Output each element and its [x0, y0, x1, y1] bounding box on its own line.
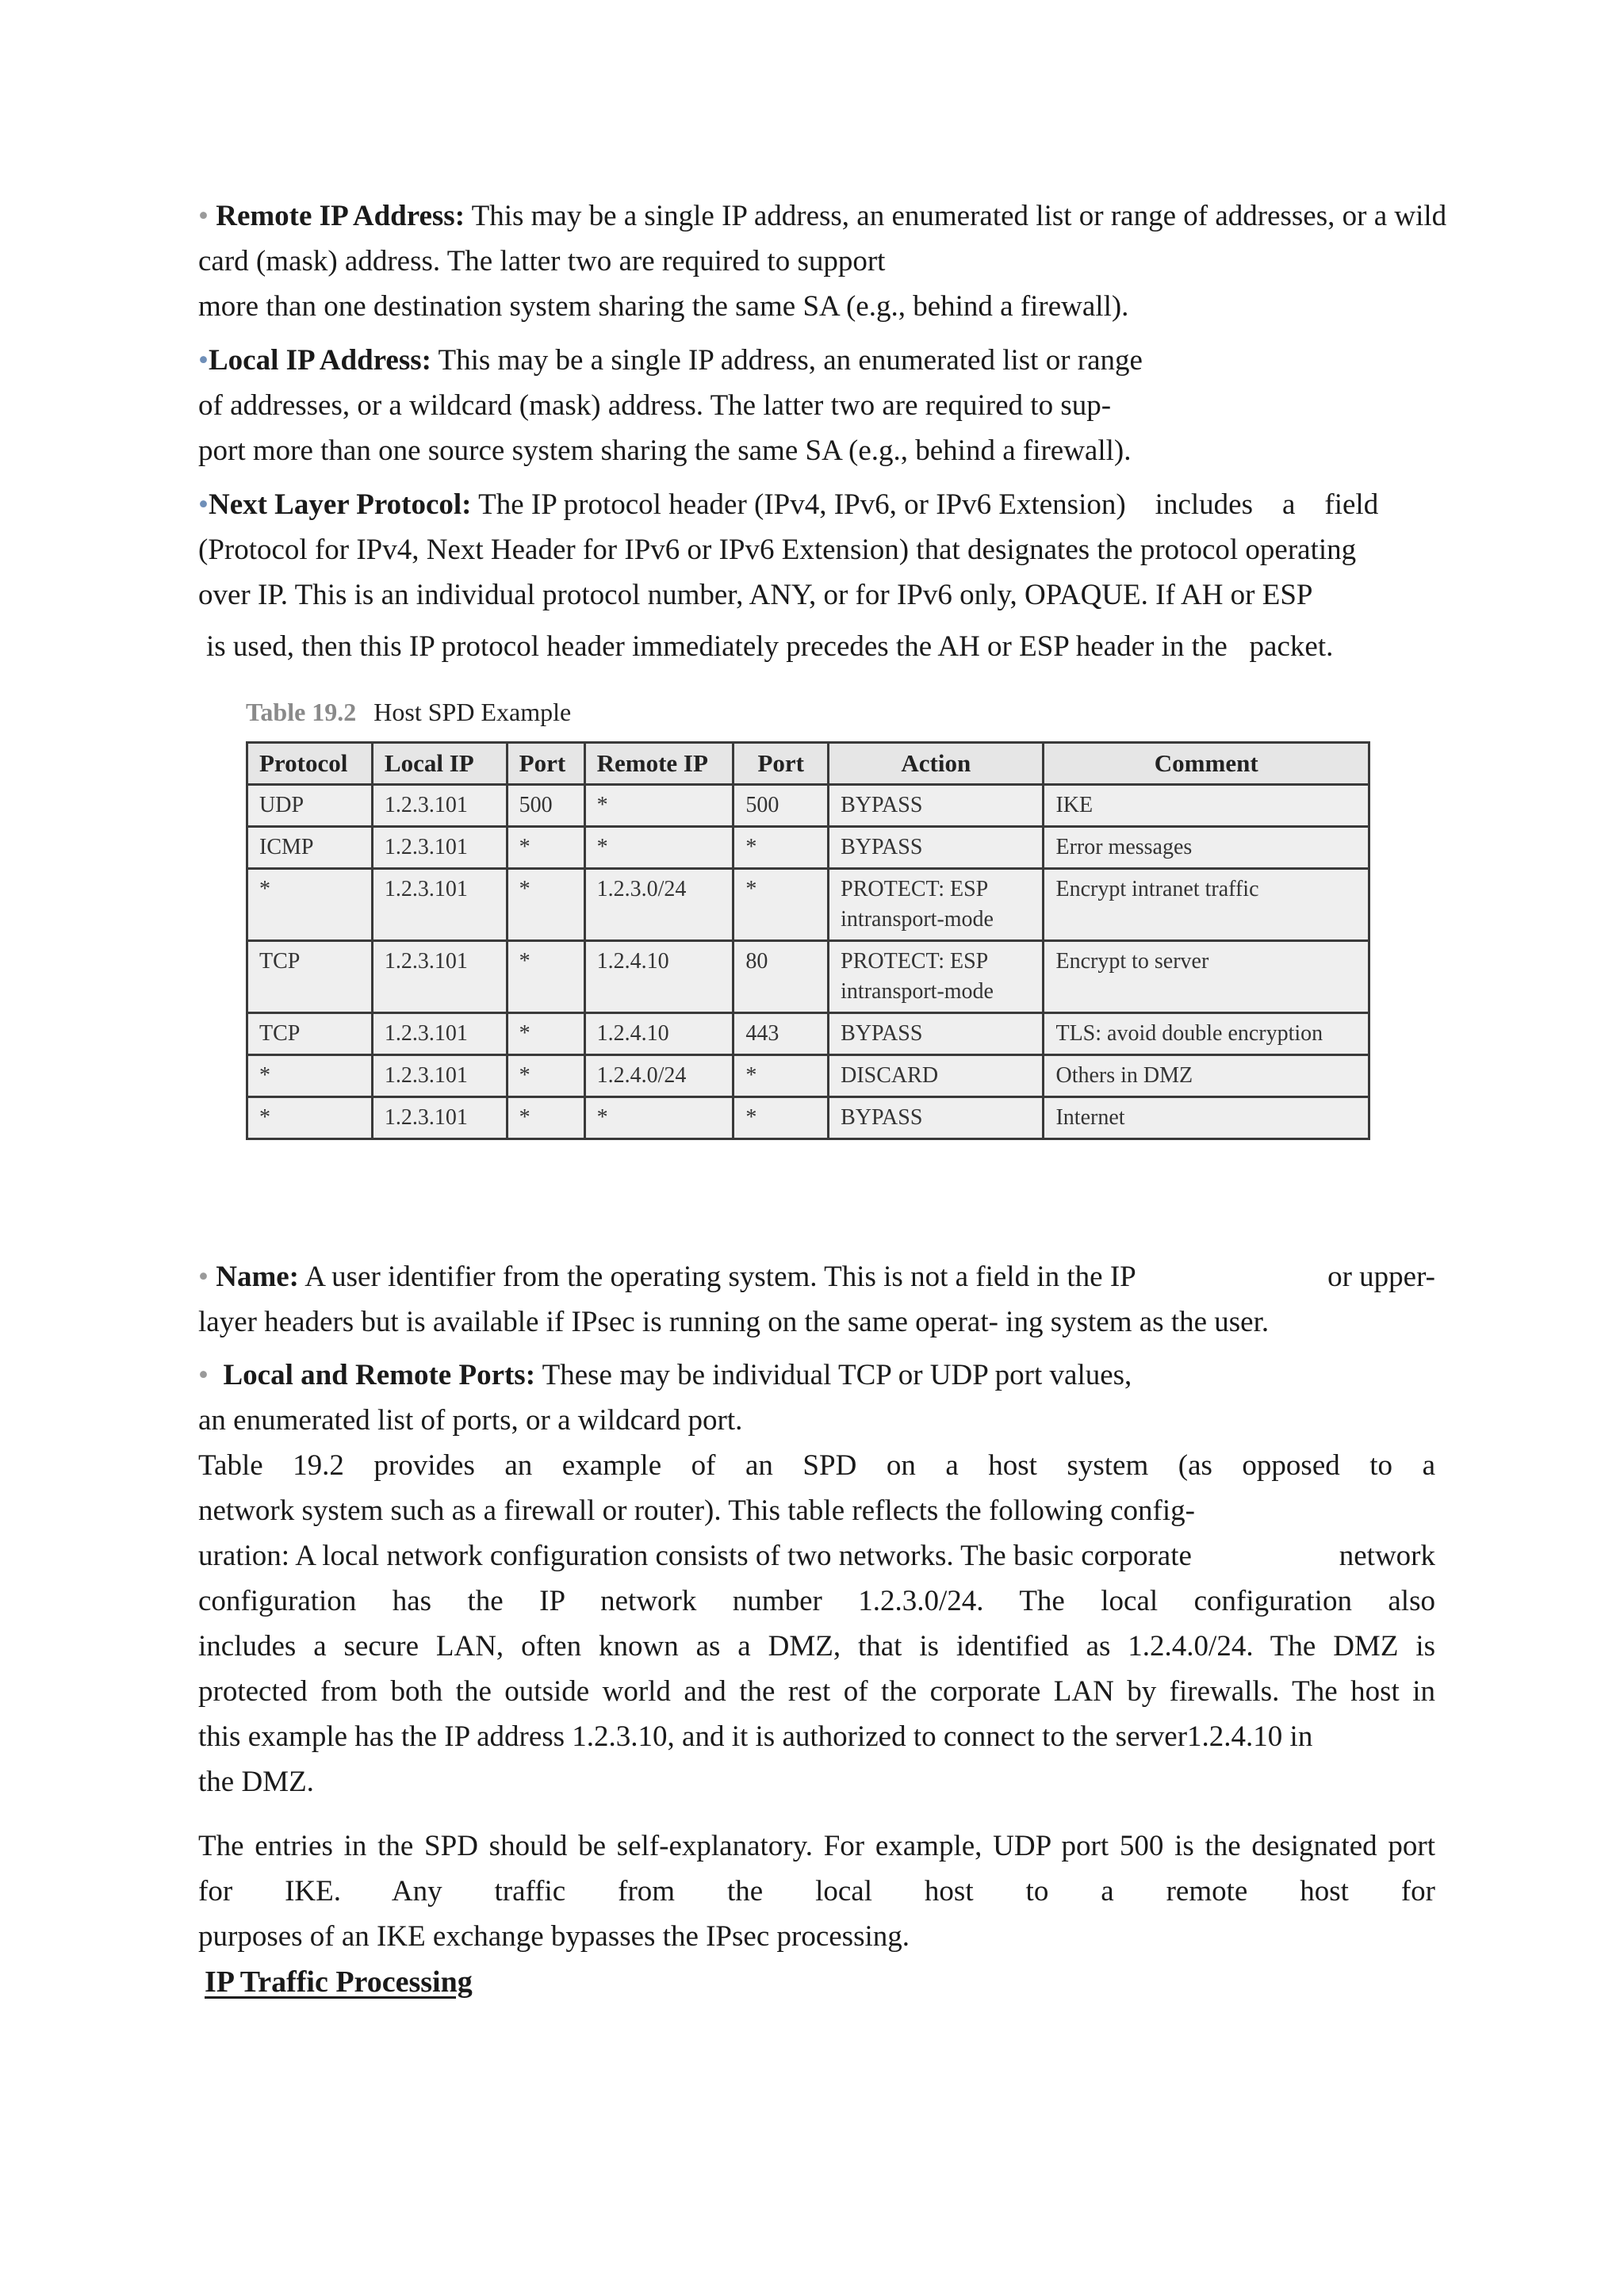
table-cell: *	[507, 869, 584, 941]
bullet-icon: •	[198, 488, 209, 521]
ports-text: These may be individual TCP or UDP port values,	[542, 1359, 1132, 1391]
table-header-cell: Port	[507, 743, 584, 785]
table-cell: 500	[507, 785, 584, 827]
local-ip-section	[198, 338, 1435, 473]
table-row	[247, 941, 1369, 1013]
table-header-cell: Remote IP	[584, 743, 733, 785]
table-cell: 1.2.3.0/24	[584, 869, 733, 941]
local-ip-line-3: port more than one source system sharing the same SA (e.g., behind a firewall).	[198, 434, 1132, 467]
table-cell: 443	[733, 1013, 829, 1055]
remote-ip-line-2: card (mask) address. The latter two are required to support	[198, 245, 886, 277]
table-cell: *	[247, 1097, 373, 1139]
spd-entries-paragraph	[198, 1823, 1435, 1959]
bullet-icon: •	[198, 200, 209, 232]
table-header-cell: Protocol	[247, 743, 373, 785]
table-cell: 1.2.3.101	[372, 869, 507, 941]
table-row	[247, 827, 1369, 869]
next-layer-line-2: (Protocol for IPv4, Next Header for IPv6 or IPv6 Extension) that designates the protocol operating	[198, 534, 1357, 566]
table-cell: *	[733, 1055, 829, 1097]
next-layer-line-3: over IP. This is an individual protocol number, ANY, or for IPv6 only, OPAQUE. If AH or ESP	[198, 579, 1313, 611]
table-cell: *	[507, 1097, 584, 1139]
table-cell: 1.2.4.10	[584, 941, 733, 1013]
paragraph-line: protected from both the outside world and the rest of the corporate LAN by firewalls. The host in	[198, 1675, 1435, 1708]
table-caption	[246, 698, 571, 727]
table-header-cell: Local IP	[372, 743, 507, 785]
table-cell: *	[507, 941, 584, 1013]
table-cell: TCP	[247, 941, 373, 1013]
paragraph-line: the DMZ.	[198, 1766, 314, 1798]
table-cell: *	[507, 1013, 584, 1055]
table-cell: BYPASS	[829, 785, 1044, 827]
table-header-cell: Comment	[1044, 743, 1369, 785]
local-ip-text: This may be a single IP address, an enumerated list or range	[438, 344, 1143, 377]
paragraph-line: this example has the IP address 1.2.3.10, and it is authorized to connect to the server1.2.4.10 in	[198, 1720, 1313, 1753]
name-section	[198, 1254, 1435, 1345]
next-layer-line-4: is used, then this IP protocol header immediately precedes the AH or ESP header in the packet.	[206, 630, 1334, 663]
paragraph-line: network system such as a firewall or router). This table reflects the following config-	[198, 1494, 1195, 1527]
table-cell: *	[584, 785, 733, 827]
table-cell: *	[584, 1097, 733, 1139]
table-cell: *	[247, 1055, 373, 1097]
paragraph-line-right: network	[1339, 1540, 1435, 1572]
local-ip-line-2: of addresses, or a wildcard (mask) address. The latter two are required to sup-	[198, 389, 1112, 422]
table-cell: *	[247, 869, 373, 941]
paragraph-line: includes a secure LAN, often known as a DMZ, that is identified as 1.2.4.0/24. The DMZ is	[198, 1630, 1435, 1663]
remote-ip-text: This may be a single IP address, an enumerated list or range of addresses, or a wild	[471, 200, 1447, 232]
paragraph-line: configuration has the IP network number 1.2.3.0/24. The local configuration also	[198, 1585, 1435, 1617]
ports-label: Local and Remote Ports:	[223, 1359, 536, 1391]
paragraph-line: uration: A local network configuration consists of two networks. The basic corporate	[198, 1540, 1192, 1572]
bullet-icon: •	[198, 1359, 209, 1391]
table-cell: *	[507, 827, 584, 869]
table-header-cell: Action	[829, 743, 1044, 785]
table-cell: 1.2.3.101	[372, 1097, 507, 1139]
next-layer-label: Next Layer Protocol:	[208, 488, 472, 521]
name-line-2: layer headers but is available if IPsec is running on the same operat- ing system as the user.	[198, 1306, 1270, 1338]
table-cell: 1.2.4.10	[584, 1013, 733, 1055]
table-cell: 1.2.3.101	[372, 827, 507, 869]
table-cell: DISCARD	[829, 1055, 1044, 1097]
table-caption-title: Host SPD Example	[373, 698, 572, 726]
table-cell: Encrypt intranet traffic	[1044, 869, 1369, 941]
table-cell: PROTECT: ESP intransport-mode	[829, 941, 1044, 1013]
table-cell: 1.2.3.101	[372, 1013, 507, 1055]
table-cell: 500	[733, 785, 829, 827]
ports-line-2: an enumerated list of ports, or a wildcard port.	[198, 1404, 743, 1437]
bullet-icon: •	[198, 1261, 209, 1293]
table-cell: *	[584, 827, 733, 869]
table-cell: BYPASS	[829, 1013, 1044, 1055]
table-cell: Others in DMZ	[1044, 1055, 1369, 1097]
paragraph-line: for IKE. Any traffic from the local host to a remote host for	[198, 1875, 1435, 1908]
table-cell: BYPASS	[829, 827, 1044, 869]
table-cell: ICMP	[247, 827, 373, 869]
table-cell: Encrypt to server	[1044, 941, 1369, 1013]
table-cell: UDP	[247, 785, 373, 827]
table-cell: *	[507, 1055, 584, 1097]
paragraph-line: purposes of an IKE exchange bypasses the IPsec processing.	[198, 1920, 910, 1953]
remote-ip-line-3: more than one destination system sharing the same SA (e.g., behind a firewall).	[198, 290, 1129, 323]
table-caption-number: Table 19.2	[246, 698, 357, 726]
table-cell: TLS: avoid double encryption	[1044, 1013, 1369, 1055]
table-cell: IKE	[1044, 785, 1369, 827]
ip-traffic-processing-heading: IP Traffic Processing	[205, 1965, 473, 1999]
name-text: A user identifier from the operating system. This is not a field in the IP	[304, 1261, 1136, 1293]
table-cell: 1.2.3.101	[372, 785, 507, 827]
bullet-icon: •	[198, 344, 209, 377]
spd-example-paragraph	[198, 1443, 1435, 1804]
ports-section	[198, 1353, 1435, 1443]
table-cell: *	[733, 869, 829, 941]
table-row	[247, 1055, 1369, 1097]
table-cell: TCP	[247, 1013, 373, 1055]
paragraph-line: Table 19.2 provides an example of an SPD on a host system (as opposed to a	[198, 1449, 1435, 1482]
table-cell: BYPASS	[829, 1097, 1044, 1139]
remote-ip-section	[198, 193, 1447, 329]
table-cell: *	[733, 1097, 829, 1139]
paragraph-line: The entries in the SPD should be self-explanatory. For example, UDP port 500 is the designated port	[198, 1830, 1435, 1862]
table-cell: 80	[733, 941, 829, 1013]
table-row	[247, 1013, 1369, 1055]
table-cell: Internet	[1044, 1097, 1369, 1139]
host-spd-table	[246, 741, 1370, 1140]
table-header-row	[247, 743, 1369, 785]
table-row	[247, 785, 1369, 827]
remote-ip-label: Remote IP Address:	[216, 200, 465, 232]
table-cell: 1.2.3.101	[372, 941, 507, 1013]
table-row	[247, 1097, 1369, 1139]
table-header-cell: Port	[733, 743, 829, 785]
table-cell: 1.2.4.0/24	[584, 1055, 733, 1097]
name-label: Name:	[216, 1261, 300, 1293]
table-row	[247, 869, 1369, 941]
table-cell: 1.2.3.101	[372, 1055, 507, 1097]
name-text-right: or upper-	[1327, 1261, 1435, 1293]
next-layer-section	[198, 482, 1435, 669]
table-cell: Error messages	[1044, 827, 1369, 869]
table-cell: *	[733, 827, 829, 869]
next-layer-text: The IP protocol header (IPv4, IPv6, or IPv6 Extension) includes a field	[478, 488, 1379, 521]
table-cell: PROTECT: ESP intransport-mode	[829, 869, 1044, 941]
local-ip-label: Local IP Address:	[208, 344, 431, 377]
